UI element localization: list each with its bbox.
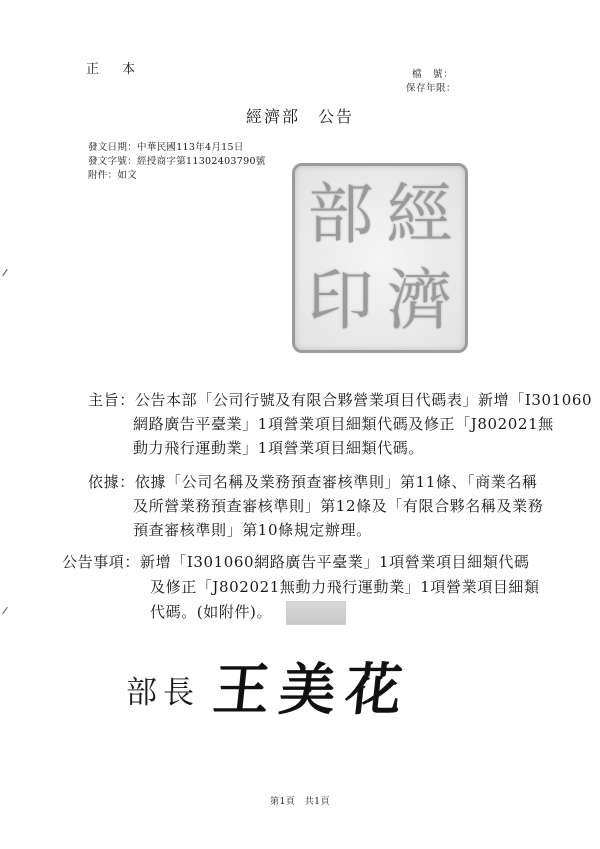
signatory-title: 部長 — [126, 675, 200, 711]
archive-number-label: 檔 號： — [412, 69, 455, 80]
subject-line — [88, 391, 592, 409]
official-seal — [292, 163, 468, 353]
basis-text: 及所營業務預查審核準則」第12條及「有限合夥名稱及業務 — [133, 497, 544, 515]
seal-character: 濟 — [386, 262, 453, 339]
seal-character: 經 — [386, 176, 453, 253]
basis-line — [88, 473, 538, 491]
page-number: 第1頁 共1頁 — [270, 797, 330, 807]
retention-period-label: 保存年限： — [406, 83, 457, 94]
subject-text: 動力飛行運動業」1項營業項目細類代碼。 — [133, 439, 424, 457]
announcement-line — [62, 553, 530, 571]
seal-character: 印 — [307, 262, 374, 339]
binding-mark — [2, 269, 7, 276]
document-number: 發文字號：經授商字第11302403790號 — [88, 156, 266, 167]
announcement-text: 代碼。(如附件)。 — [150, 603, 273, 621]
seal-character: 部 — [307, 176, 374, 253]
copy-type-label: 正 本 — [86, 62, 141, 77]
subject-text: 公告本部「公司行號及有限合夥營業項目代碼表」新增「I301060 — [134, 391, 593, 409]
basis-text: 預查審核準則」第10條規定辦理。 — [133, 521, 372, 539]
subject-label: 主旨： — [88, 391, 135, 409]
announcement-label: 公告事項： — [62, 553, 141, 571]
issue-date: 發文日期：中華民國113年4月15日 — [88, 142, 244, 153]
basis-label: 依據： — [88, 473, 135, 491]
subject-text: 網路廣告平臺業」1項營業項目細類代碼及修正「J802021無 — [133, 415, 554, 433]
announcement-text: 及修正「J802021無動力飛行運動業」1項營業項目細類 — [150, 578, 540, 596]
redacted-box — [286, 601, 346, 625]
announcement-text: 新增「I301060網路廣告平臺業」1項營業項目細類代碼 — [140, 553, 530, 571]
attachment-note: 附件：如文 — [88, 170, 138, 181]
binding-mark — [2, 607, 7, 614]
document-title: 經濟部 公告 — [245, 107, 354, 126]
signatory-signature: 王美花 — [210, 657, 416, 723]
basis-text: 依據「公司名稱及業務預查審核準則」第11條、「商業名稱 — [134, 473, 538, 491]
